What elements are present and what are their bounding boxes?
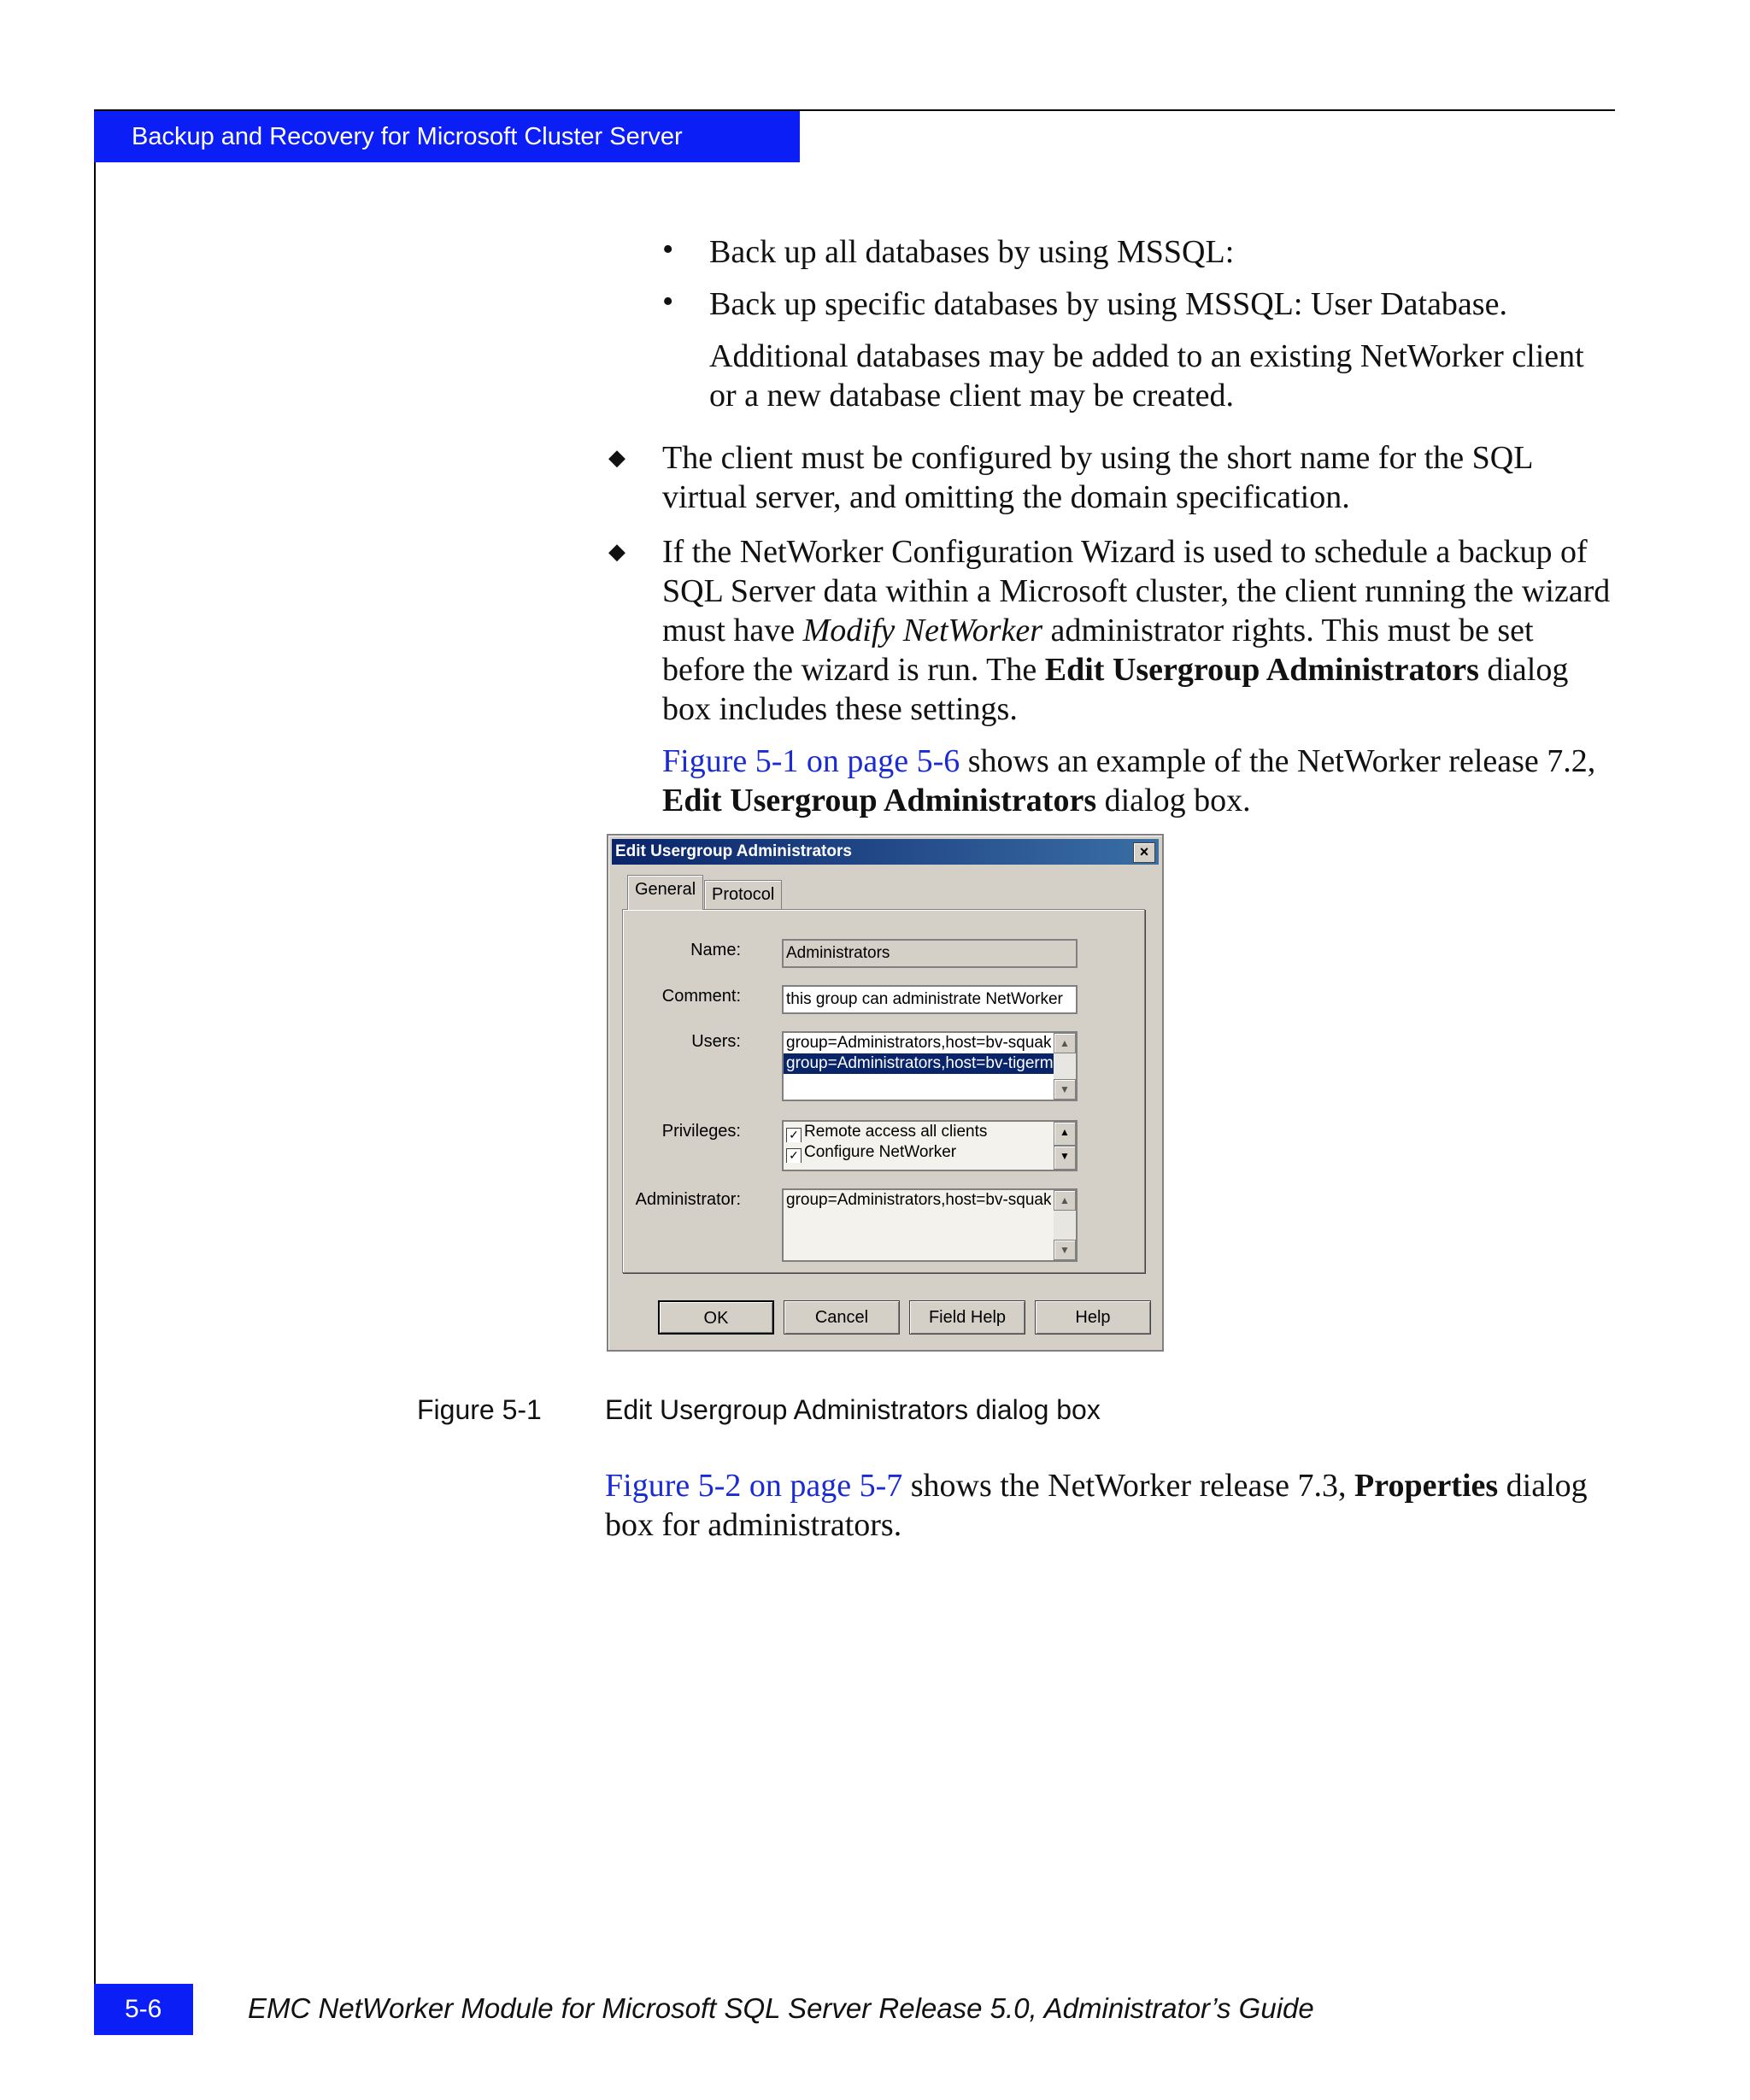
scroll-up-icon[interactable]: ▲: [1054, 1122, 1076, 1146]
checkbox-checked-icon[interactable]: ✓: [786, 1148, 802, 1163]
list-item[interactable]: [784, 1142, 1051, 1163]
name-label: Name:: [690, 941, 741, 959]
sub-bullet-2: Back up specific databases by using MSSQL: User Database.: [709, 286, 1507, 322]
scrollbar[interactable]: [1054, 1033, 1076, 1100]
paragraph-figure-ref-2: [605, 1466, 1613, 1545]
name-field[interactable]: Administrators: [782, 939, 1078, 968]
scrollbar[interactable]: [1054, 1190, 1076, 1260]
chapter-header: Backup and Recovery for Microsoft Cluster Server: [94, 111, 800, 162]
privileges-label: Privileges:: [661, 1122, 741, 1141]
diamond-bullet-icon: ◆: [608, 539, 625, 564]
list-item-selected[interactable]: group=Administrators,host=bv-tigerm: [784, 1053, 1055, 1074]
users-label: Users:: [691, 1032, 741, 1051]
bold-term: Edit Usergroup Administrators: [1044, 652, 1479, 688]
figure-link[interactable]: Figure 5-2 on page 5-7: [605, 1468, 903, 1504]
administrator-listbox[interactable]: [782, 1188, 1078, 1262]
text-span: shows an example of the NetWorker release 7.2,: [960, 743, 1596, 779]
list-item[interactable]: [784, 1122, 1051, 1142]
scroll-down-icon[interactable]: ▼: [1054, 1079, 1076, 1100]
comment-field[interactable]: this group can administrate NetWorker: [782, 985, 1078, 1014]
scroll-up-icon[interactable]: ▲: [1054, 1190, 1076, 1211]
bullet-icon: •: [662, 232, 674, 267]
edit-usergroup-dialog: [607, 834, 1164, 1352]
figure-title: Edit Usergroup Administrators dialog box: [605, 1394, 1101, 1425]
scroll-down-icon[interactable]: ▼: [1054, 1146, 1076, 1170]
scrollbar[interactable]: [1054, 1122, 1076, 1170]
diamond-bullet-icon: ◆: [608, 445, 625, 470]
tab-general[interactable]: General: [627, 875, 703, 910]
bold-term: Edit Usergroup Administrators: [662, 783, 1097, 818]
scroll-down-icon[interactable]: ▼: [1054, 1240, 1076, 1260]
text-span: shows the NetWorker release 7.3,: [902, 1468, 1355, 1504]
cancel-button[interactable]: Cancel: [784, 1300, 900, 1334]
privilege-label: Remote access all clients: [804, 1123, 988, 1141]
text-span: dialog box.: [1096, 783, 1251, 818]
text-span: If the NetWorker Configuration Wizard is used to schedule a backup of SQL Server data within a Microsoft cluster, the client running the wizard must have: [662, 534, 1611, 648]
text-span: dialog box for administrators.: [605, 1468, 1588, 1543]
help-button[interactable]: Help: [1035, 1300, 1151, 1334]
list-item[interactable]: group=Administrators,host=bv-squak: [786, 1191, 1051, 1209]
tab-protocol[interactable]: Protocol: [704, 880, 782, 910]
paragraph-figure-ref: [662, 742, 1611, 820]
bullet-icon: •: [662, 284, 674, 320]
sub-bullet-1: Back up all databases by using MSSQL:: [709, 234, 1235, 270]
administrator-label: Administrator:: [635, 1190, 741, 1209]
dialog-title: Edit Usergroup Administrators: [612, 839, 1159, 865]
figure-number: Figure 5-1: [417, 1394, 542, 1425]
diamond-bullet-2: [662, 532, 1611, 729]
field-help-button[interactable]: Field Help: [909, 1300, 1025, 1334]
comment-label: Comment:: [661, 987, 741, 1006]
page-number: 5-6: [94, 1984, 193, 2035]
text-span: administrator rights. This must be set before the wizard is run. The: [662, 613, 1534, 688]
italic-term: Modify NetWorker: [802, 613, 1043, 648]
text-span: dialog box includes these settings.: [662, 652, 1569, 727]
ok-button[interactable]: OK: [658, 1300, 774, 1334]
privileges-listbox[interactable]: [782, 1120, 1078, 1171]
margin-rule: [94, 109, 96, 2035]
sub-bullet-2-note: Additional databases may be added to an existing NetWorker client or a new database client may be created.: [709, 338, 1584, 414]
close-icon[interactable]: ×: [1133, 842, 1155, 863]
diamond-bullet-1: The client must be configured by using the short name for the SQL virtual server, and omitting the domain specification.: [662, 440, 1533, 515]
scroll-up-icon[interactable]: ▲: [1054, 1033, 1076, 1053]
checkbox-checked-icon[interactable]: ✓: [786, 1128, 802, 1142]
general-panel: [622, 909, 1145, 1273]
bold-term: Properties: [1354, 1468, 1499, 1504]
list-item[interactable]: group=Administrators,host=bv-squak: [786, 1034, 1051, 1052]
footer-title: EMC NetWorker Module for Microsoft SQL Server Release 5.0, Administrator’s Guide: [248, 1992, 1314, 2024]
users-listbox[interactable]: [782, 1031, 1078, 1101]
privilege-label: Configure NetWorker: [804, 1143, 957, 1161]
figure-link[interactable]: Figure 5-1 on page 5-6: [662, 743, 960, 779]
